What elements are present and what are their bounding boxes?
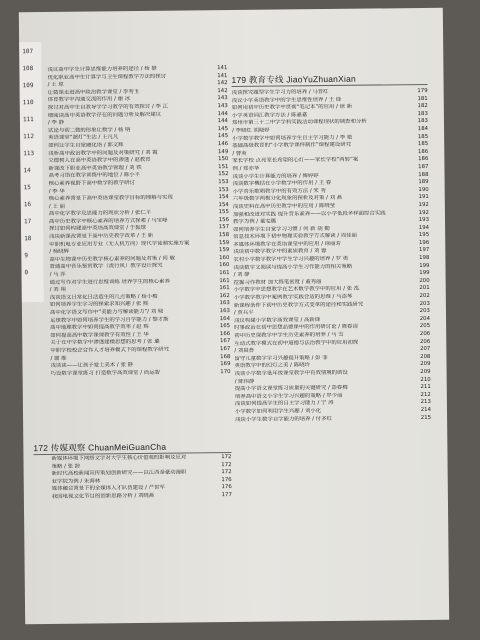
toc-entry-page: 166 (219, 330, 231, 337)
toc-entry-title: 高考习语在教学训练中的地位 / 陈小平 (48, 172, 141, 180)
toc-entry-title: 浅谈小学数学低年级课堂教学中有效情境的创设 (234, 369, 348, 377)
toc-entry-title: 浅谈读——让孩子爱上美术 / 张 静 (50, 362, 133, 370)
toc-entry-title: 教学为例 / 董雯璐 (232, 218, 277, 226)
toc-entry-page: 207 (420, 346, 431, 353)
toc-entry-page: 164 (219, 315, 231, 322)
toc-entry-title: 高中化学语文写作中“美能力与解读能力”/ 刘 晓 (49, 308, 164, 316)
toc-entry-title: / 杨晓辉 (49, 248, 70, 256)
section-page-number: 179 (231, 74, 247, 86)
toc-entry-page: 203 (419, 300, 430, 307)
toc-entry (52, 492, 232, 501)
toc-entry-title: 优化职业高中生计算学与卫生课程教学方法的探讨 (47, 73, 167, 81)
toc-entry-title: 策略 / 张 龄 (51, 463, 81, 470)
toc-entry-page: 159 (218, 239, 230, 246)
toc-entry-page: 151 (218, 163, 229, 170)
toc-entry-title: 如何提高高中数学课课教学有效性 / 王 华 (50, 331, 149, 339)
toc-entry-page: 169 (220, 361, 231, 368)
toc-entry-title: 高中生物课中历史教学核心素养的问题及对策 / 何 敏 (49, 255, 175, 263)
toc-entry-page: 165 (219, 323, 231, 330)
toc-entry-title: / 谢 维 (50, 355, 67, 362)
toc-entry-page: 172 (221, 469, 232, 476)
toc-entry-page: 197 (418, 247, 430, 254)
toc-entry-title: / 刘晨荟 (234, 347, 255, 355)
toc-entry-page: 177 (221, 492, 232, 499)
toc-entry-title: 初中历史课教学中学生历史素养的培养 / 马 雪 (234, 331, 344, 339)
toc-entry-title: 我国电视文化节目的创新思路分析 / 刘晓燕 (51, 492, 155, 500)
toc-entry-title: 信息技术环境下初中物理实验教学方式解读 / 周佳丽 (233, 232, 358, 241)
toc-entry-page: 143 (217, 95, 228, 102)
toc-entry-page: 183 (417, 110, 428, 117)
toc-entry-title: 浅谈语文日常化日活造生的几点策略 / 杨小梅 (49, 293, 158, 301)
toc-entry-title: / 李 静 (47, 119, 65, 127)
section-title: 教育专线 (248, 74, 284, 85)
toc-entry-page: 158 (218, 232, 230, 239)
toc-entry (235, 414, 431, 424)
toc-left-lower (51, 454, 231, 501)
toc-entry-page: 192 (418, 209, 429, 216)
edge-page-number: 107 (22, 48, 34, 56)
toc-entry-title: / 陈伟静 (234, 378, 255, 385)
toc-entry-page: 161 (219, 285, 230, 292)
toc-entry-page: 157 (218, 224, 230, 231)
toc-entry-page: 201 (419, 285, 430, 292)
toc-entry-page: 160 (219, 254, 230, 261)
toc-entry-title: 挖掘习作教材 加大练笔密度 / 董秀丽 (233, 278, 322, 286)
toc-entry-title: 探讨对高中生自我导学学习教学的有效探讨 / 李 江 (47, 103, 169, 111)
toc-entry-page: 187 (418, 163, 429, 171)
toc-entry-page: 141 (217, 72, 228, 79)
toc-entry-title: 巧设数学课堂练习 打造数学高效课堂 / 尚运智 (50, 369, 161, 377)
toc-entry-page: 155 (218, 209, 229, 216)
toc-entry-title: 浅议小学英语教学中的学生思维性培养 / 王 锋 (231, 96, 342, 104)
toc-entry-title: 核心素养视野下高中数学的教学研讨 (48, 179, 135, 187)
toc-entry-page: 192 (418, 201, 429, 208)
toc-entry-page: 210 (420, 376, 431, 383)
toc-entry-title: / 王 丽 (48, 203, 65, 210)
edge-page-number: 110 (22, 99, 34, 107)
toc-entry-title: 新媒体环境下网络文学对大学生核心价值观的影响及应对 (51, 454, 187, 462)
toc-right-column (232, 88, 431, 424)
toc-entry-title: 浅谈初中数学教学中的素质教育 / 刘 蓉 (233, 248, 327, 256)
toc-entry-title: 如何培养学生自觉学习习惯 / 何 新 胡 勤 (233, 225, 330, 233)
toc-entry-page: 162 (219, 292, 230, 299)
edge-page-number: 109 (22, 82, 34, 90)
edge-page-number: 112 (23, 133, 34, 141)
toc-entry-title: 业学院为例 / 朱海林 (51, 478, 101, 485)
toc-entry-page: 172 (221, 461, 232, 468)
toc-entry-page: 153 (218, 178, 229, 186)
toc-entry-title: 小学英语词汇教学方法 / 陈嘉嘉 (231, 112, 308, 119)
toc-entry-title: 六年级数学两极分化现象的探析及对策 / 刘 燕 (232, 195, 343, 203)
toc-entry-title: 多媒体环境教学在英语课堂中的应用 / 徐丽芳 (233, 240, 341, 248)
toc-entry-title: 新时代高校新闻宣传策划创新研究——以江西泰豪动漫职 (51, 469, 187, 478)
toc-entry-page: 153 (218, 186, 229, 193)
toc-entry-title: / 李晓红 胡晓婷 (232, 127, 270, 134)
toc-entry-page: 154 (218, 201, 229, 208)
toc-entry-title: 如何让学生自觉融化语 / 郭文辉 (48, 142, 124, 149)
edge-page-number: 113 (23, 150, 35, 158)
toc-entry-title: 试论与初二微的形象让数学 / 杨 明 (48, 126, 131, 134)
toc-entry-title: 新课改下职业高中英语教学管理 / 刘 铁 (48, 164, 142, 172)
edge-page-number: 15 (23, 184, 31, 192)
toc-entry-title: 浅谈探究题型学生学习力的培养 / 马晋红 (231, 88, 329, 97)
toc-entry-title: / 贾兵平 (233, 310, 254, 317)
edge-page-number: 14 (23, 167, 31, 175)
section-pinyin: ChuanMeiGuanCha (88, 441, 167, 453)
toc-entry-page: 150 (218, 156, 229, 163)
toc-entry-title: / 李 华 (48, 188, 65, 195)
toc-entry-title: 高中历史教学中核心素养的培养方式探索 / 马宝峰 (48, 217, 168, 225)
toc-entry-title: 时事政治在初中思想品德课中的作用研讨论 / 陈春清 (234, 324, 358, 332)
toc-entry-title: 浅谈数字概括在小学数学中的作用 / 王 春 (232, 180, 332, 188)
toc-entry-page: 160 (219, 262, 230, 269)
underlying-page-edge (19, 42, 44, 302)
toc-entry-page: 199 (419, 262, 430, 269)
toc-entry-title: 关于在中学数学中渗透建模思想的思考 / 张 璐 (50, 339, 160, 347)
toc-entry-page: 179 (417, 87, 428, 95)
toc-entry-page (220, 376, 230, 378)
toc-entry-page: 142 (217, 87, 228, 94)
toc-left-column (47, 65, 230, 378)
toc-entry-page: 185 (417, 133, 429, 140)
toc-entry-page: 152 (218, 171, 229, 178)
toc-entry-page: 206 (419, 330, 431, 338)
section-pinyin: JiaoYuZhuanXian (286, 73, 356, 85)
toc-entry-page: 161 (219, 270, 230, 277)
toc-entry-page: 184 (417, 125, 429, 133)
toc-entry-title: 浅谈史料在高中历史教学中的应用 / 陈晓莹 (232, 202, 336, 210)
toc-entry-page: 142 (217, 80, 228, 87)
toc-entry-title: / 王 琼 (47, 81, 64, 89)
toc-entry-page: 181 (417, 95, 428, 102)
toc-entry-page: 215 (420, 414, 432, 421)
toc-entry-page: 200 (419, 277, 430, 284)
toc-entry-title: 小学数学教学中如何培养学生自主学习能力 / 李 艳 (232, 134, 353, 142)
toc-entry-page: 209 (420, 361, 431, 368)
toc-entry-page: 167 (220, 346, 231, 353)
toc-entry-title: 新课程条件下初中历史教学方式变革的途径和实践研究 (233, 301, 364, 309)
toc-entry-page: 163 (219, 300, 230, 307)
toc-entry-title: 英语教学中的幻灯之美 / 陈晓玲 (234, 362, 310, 370)
toc-entry-title: 媒体融合背景下的全媒体人才队伍建设 / 严世军 (51, 485, 165, 493)
toc-entry-page: 170 (220, 368, 231, 375)
toc-entry-page: 154 (218, 194, 229, 201)
toc-entry-page: 144 (217, 118, 228, 125)
toc-entry-page: 190 (418, 186, 429, 193)
edge-page-number: 16 (23, 201, 32, 209)
toc-entry-page: 206 (419, 338, 431, 345)
edge-page-number: 9 (24, 252, 29, 260)
toc-entry-title: / 马 萍 (49, 271, 66, 278)
toc-entry-title: 例 / 郑亦华 (232, 165, 260, 172)
toc-entry-title: 英语课堂“溜灯”生活 / 王凡凡 (48, 134, 119, 142)
toc-entry-title: 核心素养背景下高中英语课堂教学目标的理解与实现 (48, 194, 173, 203)
toc-entry-title: 普通高中音乐鉴赏教学（流行风）教学设计探究 (49, 263, 163, 271)
toc-entry-title: 通过写作对学生进行思维训练 培养学生的核心素养 (49, 278, 170, 286)
toc-entry-page: 183 (417, 118, 429, 125)
toc-entry-page: 145 (217, 125, 229, 132)
toc-entry-title: 细阅读高中英语教学存在的问题分析及解决建议 (47, 111, 162, 119)
toc-entry-title: 小学音乐歌唱教学中的有效方法 / 宋 秀 (232, 187, 326, 195)
toc-entry-page: 194 (418, 224, 430, 231)
toc-entry-page: 205 (419, 323, 431, 330)
toc-entry-title: 家长学校 点亮家长希望的心灯——家长学校“两转”案 (232, 157, 359, 165)
toc-entry-page: 214 (420, 406, 432, 413)
toc-entry-page: 161 (219, 277, 230, 284)
toc-entry-page: 203 (419, 308, 430, 315)
toc-entry-page: 176 (221, 476, 232, 483)
toc-entry-page: 189 (418, 179, 429, 186)
toc-entry-title: 浅谈新课改背景下高中历史教学改革 / 王 新 (49, 232, 154, 240)
toc-entry-page: 168 (220, 353, 231, 360)
toc-entry-page: 182 (417, 103, 428, 110)
section-title: 传媒观察 (50, 442, 86, 453)
toc-entry-title: 互动式教学模式在初中道德与法治教学中的应用初探 (234, 339, 359, 347)
toc-entry-page: 143 (217, 103, 228, 110)
toc-entry-page: 156 (218, 216, 230, 224)
toc-entry-page: 209 (420, 368, 431, 376)
toc-entry (51, 369, 231, 378)
toc-entry-title: 浅议高中学生计算思维能力培养的途径 / 杨 静 (47, 65, 157, 73)
toc-entry-title: 中职机电专业应用专业（无人机方向）现代学徒制实施方案 (49, 240, 190, 248)
toc-entry-page: 202 (419, 292, 430, 300)
toc-entry-page: 196 (418, 239, 430, 246)
toc-entry-title: 如何用初中历史教学中贯彻“笔记本”的应用 / 徐 新 (231, 103, 353, 112)
toc-entry-title: 小学数学如何利用学生兴趣 / 刘小化 (234, 408, 322, 415)
magazine-page (19, 8, 449, 624)
toc-entry-page: 149 (217, 148, 229, 155)
toc-entry-page: 141 (217, 65, 228, 72)
toc-entry-page: 159 (218, 247, 230, 254)
toc-entry-page: 186 (418, 156, 429, 163)
toc-entry-title: 浅议构建小学数学高效课堂 / 高新锋 (234, 316, 321, 324)
toc-entry-title: 体育教学中沟通交流的作用 / 谢 冰 (47, 96, 131, 104)
edge-page-number: 108 (22, 65, 34, 73)
toc-entry-title: 农村小学数学教学中学生学习兴趣的培养 / 罗 勇 (233, 255, 349, 264)
toc-entry-title: / 曹英 (232, 150, 247, 157)
toc-entry-title: 小学数学中思想教学在艺术数学教学中的应用 / 张 泓 (233, 286, 360, 294)
toc-entry-title: 中职学校校企合作人才培养模式下的课程教学研究 (50, 346, 169, 354)
toc-entry-title: 加强和改进对实践 提升音乐素养——以小学低段多样面综合实践 (232, 209, 386, 218)
toc-entry-page: 198 (419, 255, 430, 262)
toc-entry-title: 留守儿童数学学习兴趣提升策略 / 彭 菲 (234, 354, 328, 362)
toc-entry-title: 小学数学教学中案例教学实践合适的思维 / 马添琴 (233, 293, 353, 302)
toc-entry-page: 213 (420, 399, 431, 406)
toc-entry-page: 146 (217, 140, 229, 148)
toc-entry-title: / 刘 静 (233, 272, 250, 279)
toc-entry-page: 208 (420, 353, 431, 360)
toc-entry-page: 167 (219, 338, 231, 345)
toc-entry-page: 188 (418, 171, 429, 178)
toc-entry-title: 基础高级教育的“小学数学课件制作”课程建设研究 (232, 141, 352, 150)
toc-entry-title: 提高小学语文课堂练习质量的关键研究 / 彭春梅 (234, 384, 348, 393)
edge-page-number: 18 (24, 235, 32, 243)
toc-entry-title: 高中化学教学反思能力的现状分析 / 张仁平 (48, 210, 152, 218)
section-page-number: 172 (33, 442, 49, 454)
toc-entry-title: 培养高中语文小学生学习兴趣的策略 / 牟少丽 (234, 392, 343, 400)
edge-page-number: 0 (24, 269, 29, 277)
toc-entry-title: 高中地理教学中如何提高教学效率 / 赵 辉 (50, 324, 149, 332)
toc-entry-title: 如何培养学生学习的探索求知兴趣 / 张 熙 (49, 301, 149, 309)
toc-entry-page: 195 (418, 232, 430, 239)
toc-entry-page: 163 (219, 308, 230, 315)
toc-entry-page: 176 (221, 484, 232, 491)
edge-page-number: 17 (23, 218, 32, 226)
toc-entry-title: 探讨如何构建高中英语高效课堂 / 于振球 (49, 225, 146, 233)
toc-entry-page: 145 (217, 133, 229, 140)
toc-entry-title: 立德树人在高中英语教学中的渗透 / 赵教育 (48, 156, 151, 165)
toc-entry-page: 144 (217, 110, 228, 117)
toc-entry-page: 211 (420, 384, 431, 391)
toc-entry-page: 199 (419, 270, 430, 277)
toc-entry-title: 浅谈数学文阅读与提高小学生习作能力的相关策略 (233, 263, 353, 271)
toc-entry-title: 让微课走进高中政治教学课堂 / 李秀玉 (47, 88, 140, 96)
edge-page-number: 111 (22, 116, 34, 124)
toc-entry-title: 浅谈如何提高学生的自主学习能力 / 宁 涛 (234, 400, 334, 408)
toc-entry-page: 193 (418, 217, 430, 224)
toc-entry-title: 郑州市第三十二中学学科实践活动课程现状的调查和分析 (231, 118, 367, 127)
toc-entry-page: 212 (420, 391, 431, 398)
toc-entry-title: 浅析高中政治教学中的问题及对策研究 / 刘 霞 (48, 149, 158, 157)
toc-entry-page: 191 (418, 194, 429, 201)
toc-entry-page: 204 (419, 315, 431, 322)
toc-entry-page: 185 (417, 141, 429, 148)
toc-entry-title: 浅谈小学生数学自学能力的培养 / 付多红 (235, 415, 333, 423)
toc-entry-title: 足球教学中如何培养学生的学习自学能力 / 黎才斯 (50, 316, 169, 324)
toc-entry-page: 172 (221, 454, 232, 461)
toc-entry-title: 浅谈小学生计算能力的培养 / 傅婷婷 (232, 172, 319, 180)
toc-entry-title: / 刘 翔 (49, 286, 66, 294)
toc-entry-page: 186 (417, 148, 429, 155)
